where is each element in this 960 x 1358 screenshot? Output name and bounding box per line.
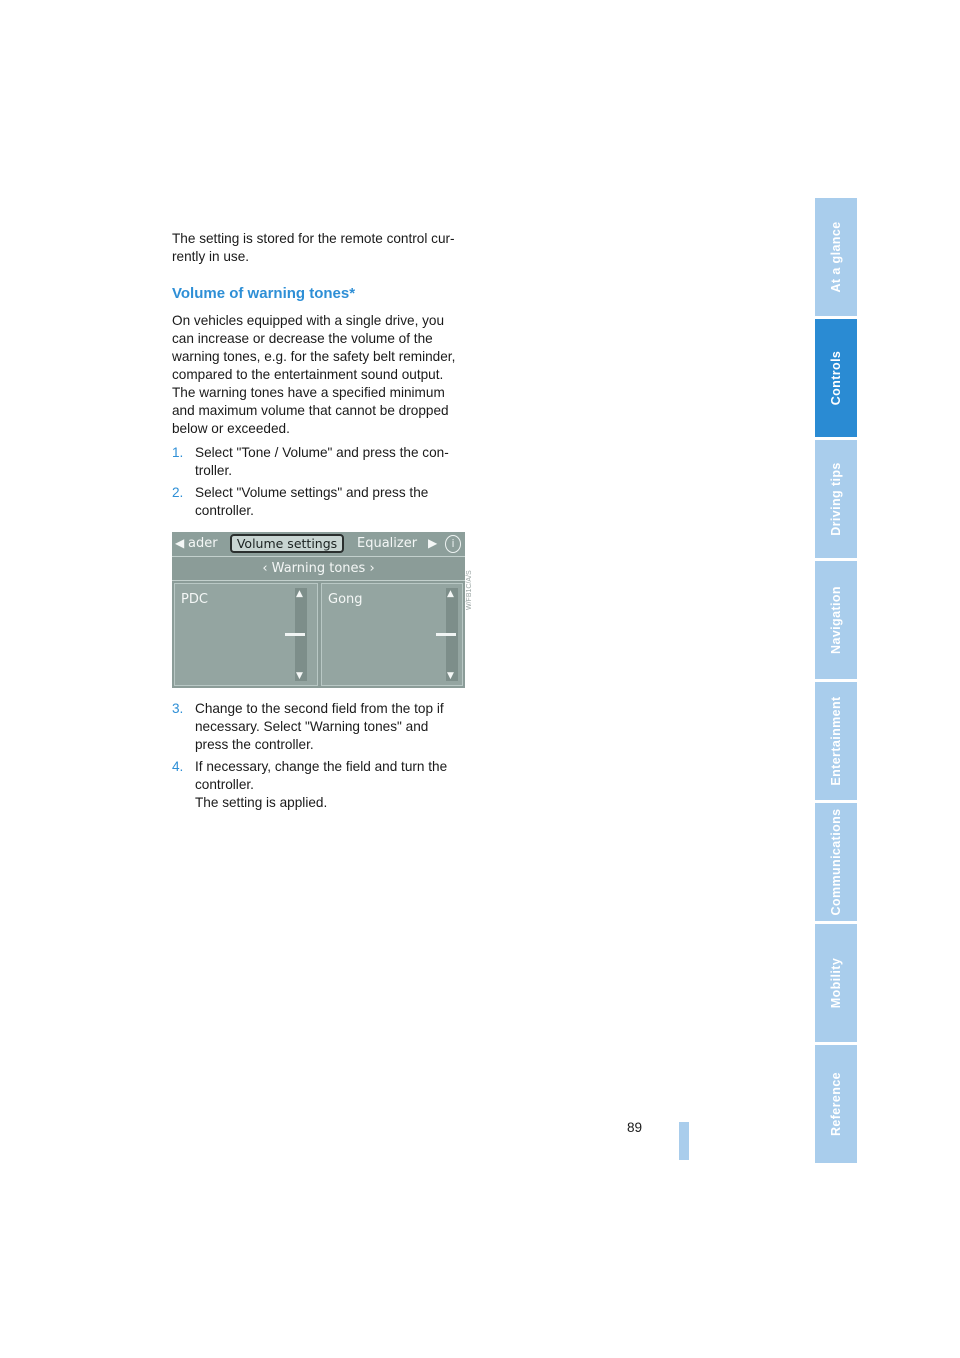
arrow-left-icon: ◀ [175,536,185,550]
chapter-tab-communications[interactable] [815,803,857,921]
section-paragraph [172,312,472,438]
step-number: 2. [172,485,184,500]
page-number: 89 [627,1120,643,1135]
para-line: and maximum volume that cannot be dropped [172,403,449,418]
idrive-screenshot [172,532,465,688]
step-number: 4. [172,759,184,774]
step-text: necessary. Select "Warning tones" and [195,719,429,734]
slider-track [295,588,307,681]
chapter-tab-label: Controls [829,350,843,406]
chapter-tab-entertainment[interactable] [815,682,857,800]
screen-subtitle: ‹ Warning tones › [172,558,465,581]
panel-pdc [174,583,318,686]
page-content [172,230,472,816]
step-text: troller. [195,463,233,478]
slider-track [446,588,458,681]
tab-volume-settings: Volume settings [230,534,344,553]
page-number-bar [679,1122,689,1160]
chapter-tab-label: Reference [829,1071,843,1137]
info-icon: i [445,535,461,553]
intro-line-2: rently in use. [172,249,250,264]
chapter-tab-at-a-glance[interactable] [815,198,857,316]
intro-paragraph [172,230,472,266]
tab-equalizer: Equalizer [357,536,418,551]
para-line: The warning tones have a specified minimum [172,385,445,400]
step-text: The setting is applied. [195,795,328,810]
tab-fader: ader [188,536,218,551]
chapter-tab-reference[interactable] [815,1045,857,1163]
chapter-tab-label: At a glance [829,221,843,293]
chapter-tab-label: Communications [829,808,843,916]
slider-knob [285,633,305,636]
step-text: If necessary, change the field and turn the [195,759,448,774]
step-number: 1. [172,445,184,460]
step-text: Change to the second field from the top if [195,701,444,716]
step-4 [172,758,472,812]
screen-tab-bar [172,532,465,557]
step-text: controller. [195,777,254,792]
slider-knob [436,633,456,636]
chapter-tab-label: Mobility [829,957,843,1009]
intro-line-1: The setting is stored for the remote control cur- [172,231,455,246]
chapter-tab-navigation[interactable] [815,561,857,679]
panel-label: PDC [181,592,208,607]
step-number: 3. [172,701,184,716]
image-code: W/FB1C/A/S [466,570,473,610]
section-heading: Volume of warning tones* [172,285,356,302]
chapter-tab-controls[interactable] [815,319,857,437]
para-line: warning tones, e.g. for the safety belt reminder, [172,349,456,364]
chapter-tab-driving-tips[interactable] [815,440,857,558]
para-line: compared to the entertainment sound output. [172,367,444,382]
arrow-right-icon: ▶ [428,536,438,550]
para-line: On vehicles equipped with a single drive, you [172,313,445,328]
para-line: can increase or decrease the volume of the [172,331,433,346]
step-text: press the controller. [195,737,314,752]
chapter-tabs [815,198,857,1166]
para-line: below or exceeded. [172,421,290,436]
step-text: controller. [195,503,254,518]
arrow-down-icon: ▼ [296,671,303,681]
arrow-up-icon: ▲ [447,589,454,599]
step-3 [172,700,472,754]
panel-label: Gong [328,592,363,607]
step-1 [172,444,472,480]
chapter-tab-label: Driving tips [829,462,843,536]
step-text: Select "Volume settings" and press the [195,485,429,500]
chapter-tab-label: Navigation [829,586,843,654]
panel-gong [321,583,463,686]
step-text: Select "Tone / Volume" and press the con- [195,445,449,460]
chapter-tab-label: Entertainment [829,696,843,786]
arrow-up-icon: ▲ [296,589,303,599]
arrow-down-icon: ▼ [447,671,454,681]
step-2 [172,484,472,520]
chapter-tab-mobility[interactable] [815,924,857,1042]
